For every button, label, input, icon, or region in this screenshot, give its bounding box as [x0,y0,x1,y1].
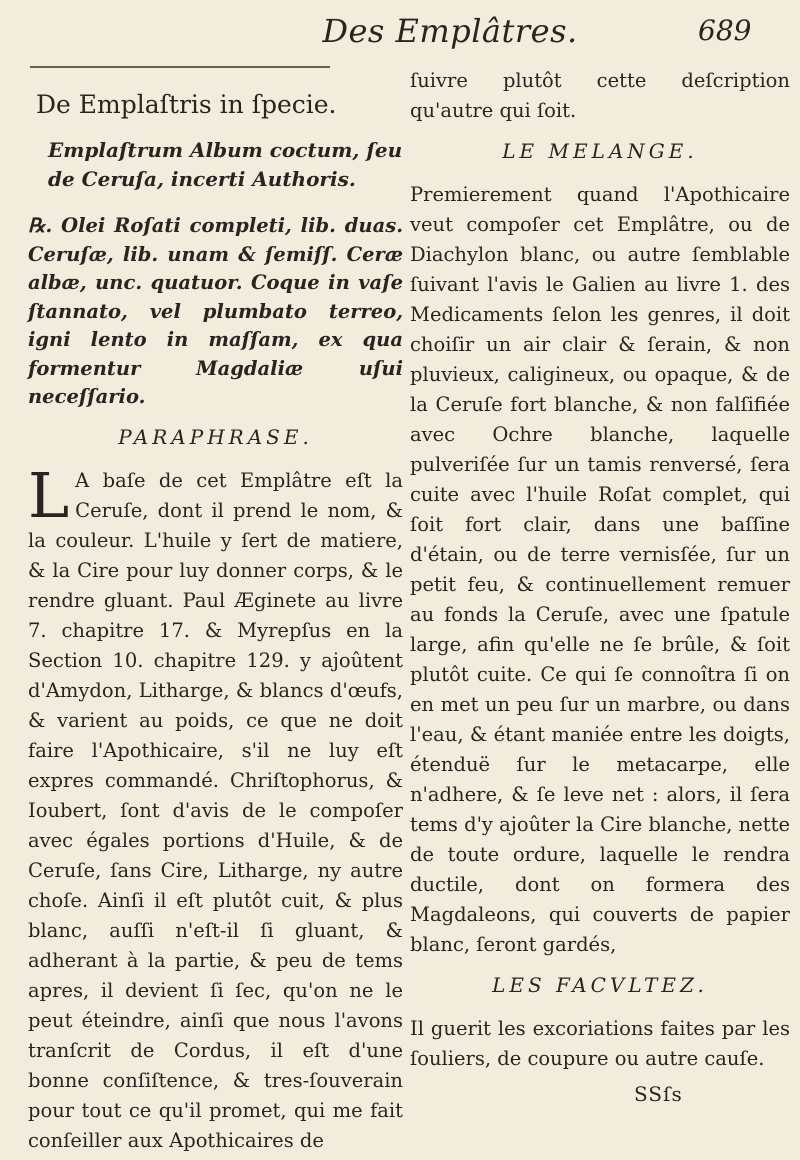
latin-recipe: ℞. Olei Roſati completi, lib. duas. Ceruſæ, lib. unam & ſemiſſ. Ceræ albæ, unc. quatuor. Coque in vaſe ſtannato, vel plumbato terreo, igni lento in maſſam, ex qua formentur Magdaliæ uſui neceſſario. [28,214,403,408]
continuation-text: ſuivre plutôt cette deſcription qu'autre qui ſoit. [410,69,790,122]
chapter-title: De Emplaſtris in ſpecie. [36,90,337,119]
running-head: Des Emplâtres. [322,12,578,50]
facultez-heading: LES FACVLTEZ. [492,973,708,997]
recipe-heading: Emplaſtrum Album coctum, ſeu de Ceruſa, incerti Authoris. [48,138,403,191]
facultez-text: Il guerit les excoriations faites par les ſouliers, de coupure ou autre cauſe. [410,1017,790,1070]
paraphrase-heading: PARAPHRASE. [118,424,313,449]
page-number: 689 [698,14,752,47]
melange-text: Premierement quand l'Apothicaire veut compoſer cet Emplâtre, ou de Diachylon blanc, ou autre ſemblable ſuivant l'avis le Galien au livre 1. des Medicaments ſelon les genres, il doit choiſir un air clair & ſerain, & non pluvieux, caligineux, ou opaque, & de la Ceruſe fort blanche, & non falſifiée avec Ochre blanche, laquelle pulveriſée ſur un tamis renversé, ſera cuite avec l'huile Roſat complet, qui ſoit fort clair, dans une baſſine d'étain, ou de terre vernisſée, ſur un petit feu, & continuellement remuer au fonds la Ceruſe, avec une ſpatule large, afin qu'elle ne ſe brûle, & ſoit plutôt cuite. Ce qui ſe connoîtra ſi on en met un peu ſur un marbre, ou dans l'eau, & étant maniée entre les doigts, étenduë ſur le metacarpe, elle n'adhere, & ſe leve net : alors, il ſera tems d'y ajoûter la Cire blanche, nette de toute ordure, laquelle le rendra ductile, dont on formera des Magdaleons, qui couverts de papier blanc, ſeront gardés, [410,183,790,956]
right-column [410,66,790,1074]
paraphrase-body: A baſe de cet Emplâtre eſt la Ceruſe, dont il prend le nom, & la couleur. L'huile y ſert de matiere, & la Cire pour luy donner corps, & le rendre gluant. Paul Æginete au livre 7. chapitre 17. & Myrepſus en la Section 10. chapitre 129. y ajoûtent d'Amydon, Litharge, & blancs d'œufs, & varient au poids, ce que ne doit faire l'Apothicaire, s'il ne luy eſt expres commandé. Chriſtophorus, & Ioubert, ſont d'avis de le compoſer avec égales portions d'Huile, & de Ceruſe, ſans Cire, Litharge, ny autre choſe. Ainſi il eſt plutôt cuit, & plus blanc, auſſi n'eſt-il ſi gluant, & adherant à la partie, & peu de tems apres, il devient ſi ſec, qu'on ne le peut éteindre, ainſi que nous l'avons tranſcrit de Cordus, il eſt d'une bonne conſiſtence, & tres-ſouverain pour tout ce qu'il promet, qui me fait conſeiller aux Apothicaires de [28,468,403,1152]
paraphrase-text [28,458,403,1156]
drop-cap: L [28,458,70,532]
melange-heading: LE MELANGE. [502,139,698,163]
catchword: SSſs [634,1082,683,1106]
left-column [28,70,403,1156]
header-rule [30,66,330,68]
